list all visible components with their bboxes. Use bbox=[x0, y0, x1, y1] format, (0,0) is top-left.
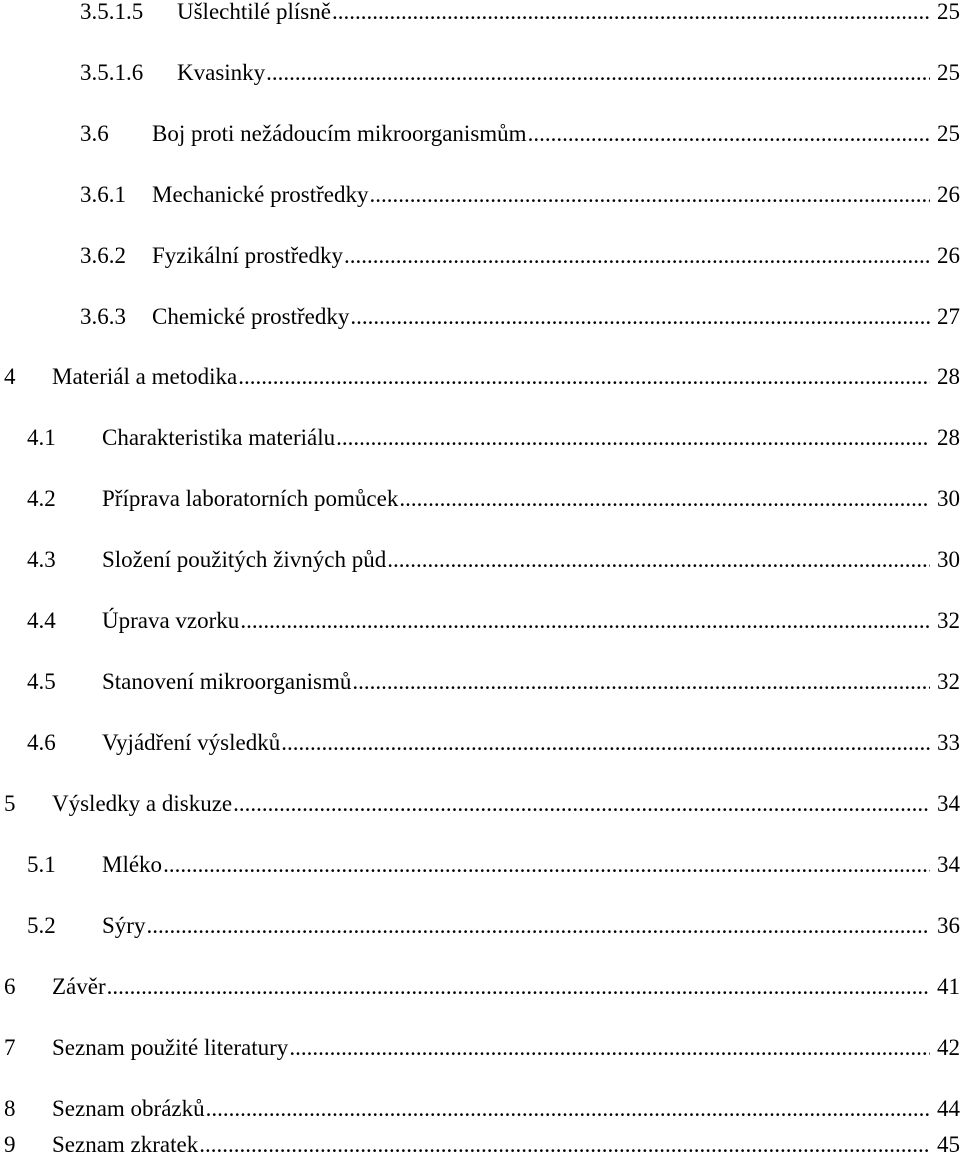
toc-entry-title: Materiál a metodika bbox=[52, 364, 238, 389]
toc-dot-leader bbox=[332, 0, 930, 30]
toc-entry-title: Ušlechtilé plísně bbox=[177, 0, 331, 24]
toc-dot-leader bbox=[289, 1030, 930, 1066]
toc-dot-leader bbox=[370, 177, 930, 213]
toc-entry-page: 33 bbox=[937, 730, 960, 755]
toc-entry-number: 3.6.3 bbox=[80, 304, 126, 329]
toc-entry-title: Úprava vzorku bbox=[102, 608, 240, 633]
toc-entry-4-6[interactable] bbox=[27, 725, 960, 761]
toc-entry-title: Seznam zkratek bbox=[52, 1132, 199, 1157]
toc-entry-title: Kvasinky bbox=[177, 60, 266, 85]
toc-entry-title: Mléko bbox=[102, 852, 163, 877]
toc-dot-leader bbox=[344, 238, 930, 274]
toc-entry-5[interactable] bbox=[4, 786, 960, 822]
toc-entry-title: Mechanické prostředky bbox=[152, 182, 369, 207]
toc-entry-page: 25 bbox=[937, 60, 960, 85]
toc-entry-number: 4.1 bbox=[27, 425, 56, 450]
toc-entry-3-6[interactable] bbox=[80, 116, 960, 152]
toc-entry-number: 3.5.1.5 bbox=[80, 0, 144, 24]
toc-entry-title: Seznam použité literatury bbox=[52, 1035, 289, 1060]
toc-entry-number: 5.2 bbox=[27, 913, 56, 938]
toc-entry-4[interactable] bbox=[4, 359, 960, 395]
toc-dot-leader bbox=[387, 542, 930, 578]
toc-entry-5-2[interactable] bbox=[27, 908, 960, 944]
toc-entry-page: 28 bbox=[937, 364, 960, 389]
toc-dot-leader bbox=[163, 847, 930, 883]
toc-entry-number: 3.5.1.6 bbox=[80, 60, 144, 85]
toc-entry-number: 4.6 bbox=[27, 730, 56, 755]
toc-entry-3-6-3[interactable] bbox=[80, 299, 960, 335]
toc-dot-leader bbox=[146, 908, 930, 944]
toc-entry-page: 41 bbox=[937, 974, 960, 999]
toc-dot-leader bbox=[238, 359, 930, 395]
toc-dot-leader bbox=[350, 299, 930, 335]
toc-entry-number: 7 bbox=[4, 1035, 16, 1060]
toc-entry-5-1[interactable] bbox=[27, 847, 960, 883]
toc-dot-leader bbox=[266, 55, 930, 91]
toc-entry-page: 44 bbox=[937, 1096, 960, 1121]
toc-entry-number: 6 bbox=[4, 974, 16, 999]
toc-entry-3-6-1[interactable] bbox=[80, 177, 960, 213]
toc-entry-9[interactable] bbox=[4, 1127, 960, 1163]
toc-entry-3-5-1-5[interactable] bbox=[80, 0, 960, 30]
toc-entry-number: 9 bbox=[4, 1132, 16, 1157]
toc-entry-number: 4.4 bbox=[27, 608, 56, 633]
toc-entry-number: 4.5 bbox=[27, 669, 56, 694]
toc-entry-page: 27 bbox=[937, 304, 960, 329]
toc-dot-leader bbox=[352, 664, 930, 700]
toc-dot-leader bbox=[199, 1127, 930, 1163]
toc-entry-number: 4.3 bbox=[27, 547, 56, 572]
toc-entry-number: 8 bbox=[4, 1096, 16, 1121]
toc-entry-4-3[interactable] bbox=[27, 542, 960, 578]
toc-entry-number: 3.6 bbox=[80, 121, 109, 146]
toc-entry-title: Seznam obrázků bbox=[52, 1096, 205, 1121]
toc-entry-title: Příprava laboratorních pomůcek bbox=[102, 486, 399, 511]
toc-entry-title: Složení použitých živných půd bbox=[102, 547, 387, 572]
toc-entry-page: 32 bbox=[937, 669, 960, 694]
toc-entry-3-5-1-6[interactable] bbox=[80, 55, 960, 91]
toc-entry-page: 45 bbox=[937, 1132, 960, 1157]
toc-entry-number: 4.2 bbox=[27, 486, 56, 511]
toc-entry-6[interactable] bbox=[4, 969, 960, 1005]
toc-entry-number: 5.1 bbox=[27, 852, 56, 877]
toc-entry-title: Boj proti nežádoucím mikroorganismům bbox=[152, 121, 527, 146]
toc-entry-title: Vyjádření výsledků bbox=[102, 730, 281, 755]
toc-dot-leader bbox=[206, 1091, 930, 1127]
toc-entry-number: 3.6.2 bbox=[80, 243, 126, 268]
toc-entry-3-6-2[interactable] bbox=[80, 238, 960, 274]
toc-dot-leader bbox=[528, 116, 930, 152]
toc-entry-4-5[interactable] bbox=[27, 664, 960, 700]
toc-entry-8[interactable] bbox=[4, 1091, 960, 1127]
toc-entry-page: 30 bbox=[937, 486, 960, 511]
toc-entry-page: 36 bbox=[937, 913, 960, 938]
toc-entry-page: 26 bbox=[937, 243, 960, 268]
toc-dot-leader bbox=[399, 481, 930, 517]
toc-entry-4-4[interactable] bbox=[27, 603, 960, 639]
toc-dot-leader bbox=[107, 969, 930, 1005]
toc-entry-4-2[interactable] bbox=[27, 481, 960, 517]
toc-entry-page: 34 bbox=[937, 791, 960, 816]
toc-entry-title: Fyzikální prostředky bbox=[152, 243, 343, 268]
toc-entry-title: Stanovení mikroorganismů bbox=[102, 669, 352, 694]
toc-entry-number: 3.6.1 bbox=[80, 182, 126, 207]
toc-entry-page: 42 bbox=[937, 1035, 960, 1060]
toc-entry-number: 4 bbox=[4, 364, 16, 389]
toc-dot-leader bbox=[336, 420, 930, 456]
toc-entry-title: Závěr bbox=[52, 974, 106, 999]
toc-entry-number: 5 bbox=[4, 791, 16, 816]
toc-entry-page: 32 bbox=[937, 608, 960, 633]
toc-entry-title: Sýry bbox=[102, 913, 146, 938]
toc-dot-leader bbox=[281, 725, 930, 761]
toc-entry-title: Výsledky a diskuze bbox=[52, 791, 233, 816]
toc-dot-leader bbox=[240, 603, 930, 639]
toc-entry-title: Chemické prostředky bbox=[152, 304, 350, 329]
toc-dot-leader bbox=[233, 786, 930, 822]
toc-entry-7[interactable] bbox=[4, 1030, 960, 1066]
toc-entry-page: 25 bbox=[937, 0, 960, 24]
toc-entry-page: 30 bbox=[937, 547, 960, 572]
toc-entry-page: 28 bbox=[937, 425, 960, 450]
toc-entry-page: 34 bbox=[937, 852, 960, 877]
toc-entry-page: 25 bbox=[937, 121, 960, 146]
toc-entry-title: Charakteristika materiálu bbox=[102, 425, 336, 450]
toc-entry-page: 26 bbox=[937, 182, 960, 207]
toc-entry-4-1[interactable] bbox=[27, 420, 960, 456]
